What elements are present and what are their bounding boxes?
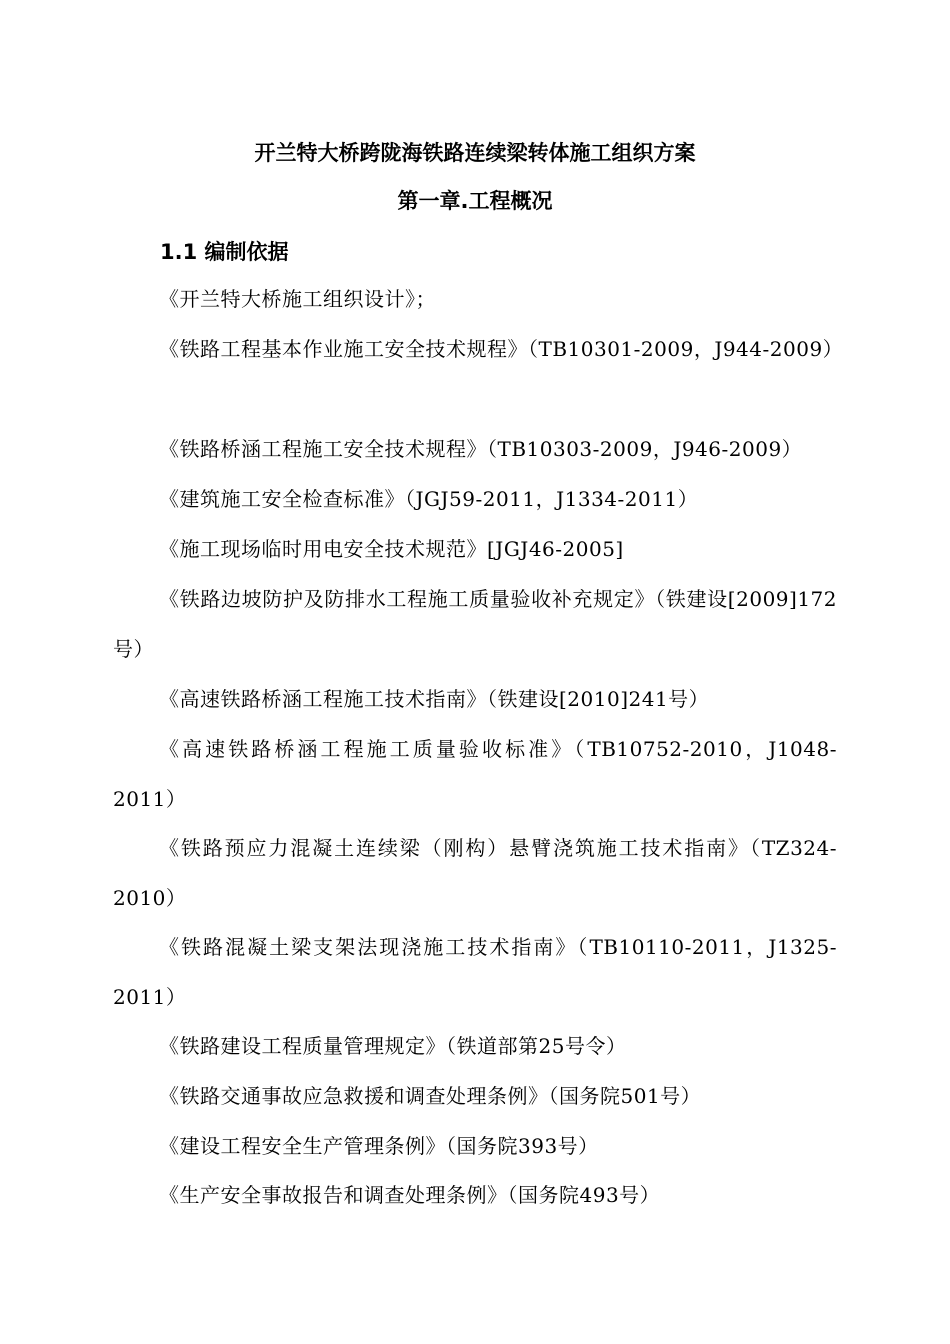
reference-item: 《高速铁路桥涵工程施工技术指南》（铁建设[2010]241号） [159, 687, 710, 711]
reference-item: 《高速铁路桥涵工程施工质量验收标准》（TB10752-2010，J1048-2011） [113, 737, 837, 811]
reference-item: 《铁路工程基本作业施工安全技术规程》（TB10301-2009，J944-2009） [159, 337, 844, 361]
reference-item: 《生产安全事故报告和调查处理条例》（国务院493号） [159, 1183, 661, 1207]
reference-item: 《施工现场临时用电安全技术规范》[JGJ46-2005] [159, 537, 624, 561]
reference-item: 《开兰特大桥施工组织设计》； [159, 287, 436, 311]
section-heading: 1.1 编制依据 [160, 240, 289, 264]
reference-item: 《建设工程安全生产管理条例》（国务院393号） [159, 1134, 599, 1158]
document-title: 开兰特大桥跨陇海铁路连续梁转体施工组织方案 [254, 141, 696, 165]
reference-item: 《铁路混凝土梁支架法现浇施工技术指南》（TB10110-2011，J1325-2011） [113, 935, 837, 1009]
reference-item: 《铁路交通事故应急救援和调查处理条例》（国务院501号） [159, 1084, 702, 1108]
reference-item: 《铁路桥涵工程施工安全技术规程》（TB10303-2009，J946-2009） [159, 437, 803, 461]
reference-item: 《建筑施工安全检查标准》（JGJ59-2011，J1334-2011） [159, 487, 699, 511]
reference-item: 《铁路建设工程质量管理规定》（铁道部第25号令） [159, 1034, 627, 1058]
chapter-heading: 第一章.工程概况 [397, 189, 553, 213]
reference-item: 《铁路边坡防护及防排水工程施工质量验收补充规定》（铁建设[2009]172号） [113, 587, 837, 661]
reference-item: 《铁路预应力混凝土连续梁（刚构）悬臂浇筑施工技术指南》（TZ324-2010） [113, 836, 837, 910]
